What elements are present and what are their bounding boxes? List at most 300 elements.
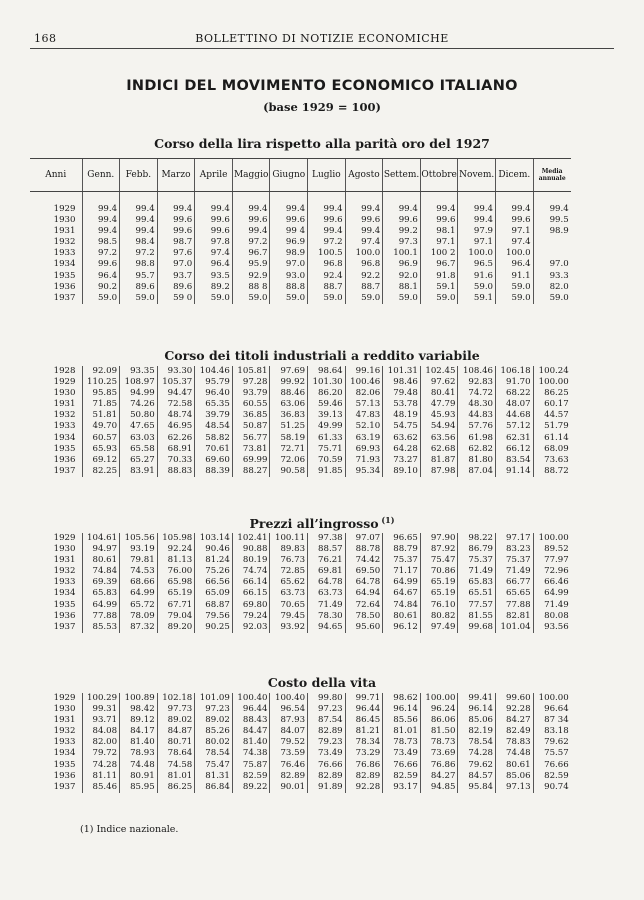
value-cell: 84.57	[458, 771, 496, 782]
value-cell: 96.40	[195, 388, 233, 399]
header-row	[30, 159, 571, 192]
value-cell: 80.91	[120, 771, 158, 782]
value-cell: 78.64	[157, 748, 195, 759]
value-cell: 63.73	[308, 588, 346, 599]
year-cell: 1933	[53, 421, 76, 432]
value-cell: 95.85	[82, 388, 120, 399]
spacer-cell	[308, 192, 346, 205]
value-cell: 81.13	[157, 555, 195, 566]
table-row	[30, 366, 571, 377]
value-cell: 59.0	[120, 293, 158, 304]
value-cell: 82.19	[458, 726, 496, 737]
value-cell: 78.73	[420, 737, 458, 748]
value-cell: 51.25	[270, 421, 308, 432]
value-cell: 75.47	[195, 760, 233, 771]
value-cell: 81.01	[157, 771, 195, 782]
value-cell: 80.82	[420, 611, 458, 622]
value-cell: 39.79	[195, 410, 233, 421]
value-cell: 96.54	[270, 704, 308, 715]
spacer-cell	[458, 192, 496, 205]
value-cell: 97.38	[308, 533, 346, 544]
value-cell: 68.22	[496, 388, 534, 399]
value-cell: 59.0	[270, 293, 308, 304]
year-cell: 1937	[53, 465, 76, 476]
year-cell: 1934	[53, 259, 76, 270]
value-cell: 81.01	[383, 726, 421, 737]
value-cell: 88.78	[345, 544, 383, 555]
value-cell: 82.89	[345, 771, 383, 782]
value-cell: 74.84	[82, 566, 120, 577]
value-cell: 94.97	[82, 544, 120, 555]
value-cell: 72.96	[533, 566, 571, 577]
table-row	[30, 433, 571, 444]
value-cell: 69.60	[195, 455, 233, 466]
value-cell: 100.00	[533, 377, 571, 388]
table-row	[30, 771, 571, 782]
value-cell: 92.03	[232, 622, 270, 633]
value-cell: 100.11	[270, 533, 308, 544]
value-cell: 97.1	[496, 226, 534, 237]
value-cell: 83.54	[496, 455, 534, 466]
value-cell: 48.19	[383, 410, 421, 421]
value-cell: 100.0	[345, 248, 383, 259]
value-cell: 96.65	[383, 533, 421, 544]
value-cell: 59.0	[232, 293, 270, 304]
value-cell: 48.74	[157, 410, 195, 421]
value-cell: 64.67	[383, 588, 421, 599]
value-cell: 72.58	[157, 399, 195, 410]
value-cell: 81.31	[195, 771, 233, 782]
value-cell: 64.99	[383, 577, 421, 588]
value-cell: 65.19	[157, 588, 195, 599]
value-cell: 95.9	[232, 259, 270, 270]
column-header: Maggio	[232, 159, 270, 192]
value-cell: 76.73	[270, 555, 308, 566]
value-cell: 56.77	[232, 433, 270, 444]
value-cell: 92.83	[458, 377, 496, 388]
value-cell: 88 8	[232, 282, 270, 293]
value-cell: 98.42	[120, 704, 158, 715]
value-cell: 100.00	[533, 693, 571, 704]
page-number: 168	[34, 32, 57, 45]
value-cell: 105.98	[157, 533, 195, 544]
value-cell: 80.61	[82, 555, 120, 566]
value-cell: 100.46	[345, 377, 383, 388]
year-cell: 1929	[53, 204, 76, 214]
value-cell: 80.19	[232, 555, 270, 566]
value-cell: 80.71	[157, 737, 195, 748]
value-cell: 82.0	[533, 282, 571, 293]
value-cell: 90.74	[533, 782, 571, 793]
value-cell: 66.77	[496, 577, 534, 588]
value-cell: 73.49	[383, 748, 421, 759]
value-cell: 81.80	[458, 455, 496, 466]
value-cell: 78.54	[195, 748, 233, 759]
value-cell: 87.93	[270, 715, 308, 726]
value-cell: 60.57	[82, 433, 120, 444]
spacer-cell	[345, 192, 383, 205]
value-cell: 81.40	[120, 737, 158, 748]
value-cell: 98.9	[533, 226, 571, 237]
value-cell: 74.48	[120, 760, 158, 771]
value-cell: 97.6	[157, 248, 195, 259]
value-cell: 48.07	[496, 399, 534, 410]
value-cell: 96.7	[232, 248, 270, 259]
value-cell: 76.21	[308, 555, 346, 566]
value-cell: 97.13	[496, 782, 534, 793]
value-cell: 92.28	[496, 704, 534, 715]
table-row	[30, 726, 571, 737]
value-cell: 78.73	[383, 737, 421, 748]
value-cell: 88.79	[383, 544, 421, 555]
value-cell: 72.85	[270, 566, 308, 577]
value-cell: 99.4	[308, 226, 346, 237]
value-cell: 65.27	[120, 455, 158, 466]
value-cell: 102.18	[157, 693, 195, 704]
value-cell: 99.4	[195, 204, 233, 215]
value-cell: 110.25	[82, 377, 120, 388]
value-cell: 99.6	[496, 215, 534, 226]
value-cell: 88.57	[308, 544, 346, 555]
section-title-text: Prezzi all’ingrosso	[249, 516, 379, 532]
value-cell: 71.85	[82, 399, 120, 410]
year-cell: 1934	[53, 432, 76, 443]
value-cell: 52.10	[345, 421, 383, 432]
value-cell: 88.27	[232, 466, 270, 477]
value-cell: 62.26	[157, 433, 195, 444]
value-cell: 79.04	[157, 611, 195, 622]
value-cell: 74.58	[157, 760, 195, 771]
value-cell: 59.0	[420, 293, 458, 304]
value-cell: 96.8	[345, 259, 383, 270]
value-cell: 36.83	[270, 410, 308, 421]
value-cell: 60.17	[533, 399, 571, 410]
value-cell: 99.6	[157, 226, 195, 237]
value-cell: 99.80	[308, 693, 346, 704]
value-cell: 93.5	[195, 271, 233, 282]
value-cell: 100.00	[533, 533, 571, 544]
value-cell: 99.4	[120, 215, 158, 226]
value-cell	[533, 248, 571, 259]
value-cell: 64.28	[383, 444, 421, 455]
table-row	[30, 388, 571, 399]
value-cell: 70.59	[308, 455, 346, 466]
value-cell: 82.81	[496, 611, 534, 622]
value-cell: 99.4	[120, 226, 158, 237]
value-cell: 91.85	[308, 466, 346, 477]
value-cell: 79.52	[270, 737, 308, 748]
data-table	[30, 693, 571, 793]
spacer-cell	[120, 192, 158, 205]
value-cell: 88.1	[383, 282, 421, 293]
value-cell: 65.93	[82, 444, 120, 455]
value-cell: 66.14	[232, 577, 270, 588]
value-cell: 96.4	[82, 271, 120, 282]
value-cell: 84.27	[496, 715, 534, 726]
value-cell: 76.66	[383, 760, 421, 771]
year-cell: 1928	[53, 366, 76, 376]
value-cell: 96.44	[232, 704, 270, 715]
value-cell: 75.71	[308, 444, 346, 455]
value-cell: 99.4	[270, 204, 308, 215]
value-cell: 89.22	[232, 782, 270, 793]
value-cell: 71.17	[383, 566, 421, 577]
value-cell: 79.81	[120, 555, 158, 566]
value-cell: 90.46	[195, 544, 233, 555]
value-cell: 100.0	[496, 248, 534, 259]
value-cell: 99.4	[458, 204, 496, 215]
value-cell: 106.18	[496, 366, 534, 377]
value-cell: 46.95	[157, 421, 195, 432]
spacer-cell	[533, 192, 571, 205]
value-cell: 85.06	[458, 715, 496, 726]
value-cell: 101.04	[496, 622, 534, 633]
table-row	[30, 782, 571, 793]
value-cell: 59.1	[458, 293, 496, 304]
value-cell: 86.20	[308, 388, 346, 399]
value-cell: 59.0	[345, 293, 383, 304]
spacer-cell	[270, 192, 308, 205]
value-cell: 73.49	[308, 748, 346, 759]
table-row	[30, 737, 571, 748]
value-cell: 74.28	[458, 748, 496, 759]
value-cell: 98.46	[383, 377, 421, 388]
year-cell: 1935	[53, 443, 76, 454]
value-cell: 95.84	[458, 782, 496, 793]
value-cell: 99.31	[82, 704, 120, 715]
value-cell: 79.23	[308, 737, 346, 748]
value-cell: 57.76	[458, 421, 496, 432]
value-cell: 44.57	[533, 410, 571, 421]
value-cell: 93.92	[270, 622, 308, 633]
value-cell: 79.72	[82, 748, 120, 759]
value-cell: 93.17	[383, 782, 421, 793]
value-cell: 79.56	[195, 611, 233, 622]
value-cell: 59.1	[420, 282, 458, 293]
value-cell: 78.34	[345, 737, 383, 748]
value-cell: 99.6	[308, 215, 346, 226]
value-cell: 76.66	[533, 760, 571, 771]
value-cell: 99.6	[420, 215, 458, 226]
value-cell: 84.27	[420, 771, 458, 782]
value-cell: 96.7	[420, 259, 458, 270]
value-cell: 82.59	[232, 771, 270, 782]
value-cell: 97.2	[82, 248, 120, 259]
value-cell: 64.99	[120, 588, 158, 599]
value-cell: 96.24	[420, 704, 458, 715]
value-cell: 99.4	[82, 226, 120, 237]
value-cell: 47.83	[345, 410, 383, 421]
value-cell: 99.4	[345, 204, 383, 215]
value-cell: 90.88	[232, 544, 270, 555]
value-cell: 69.99	[232, 455, 270, 466]
value-cell: 89.83	[270, 544, 308, 555]
value-cell: 77.97	[533, 555, 571, 566]
value-cell: 88.39	[195, 466, 233, 477]
value-cell: 99.4	[82, 204, 120, 215]
value-cell: 65.09	[195, 588, 233, 599]
year-cell: 1933	[53, 737, 76, 748]
value-cell: 89.10	[383, 466, 421, 477]
value-cell: 86.06	[420, 715, 458, 726]
value-cell: 85.56	[383, 715, 421, 726]
value-cell: 45.93	[420, 410, 458, 421]
table-row	[30, 533, 571, 544]
value-cell: 99.4	[458, 215, 496, 226]
value-cell: 84.87	[157, 726, 195, 737]
year-cell: 1931	[53, 555, 76, 566]
table-row	[30, 226, 571, 237]
table-row	[30, 704, 571, 715]
value-cell: 97.2	[308, 237, 346, 248]
value-cell: 89.6	[120, 282, 158, 293]
value-cell: 96.14	[383, 704, 421, 715]
value-cell: 99.41	[458, 693, 496, 704]
value-cell: 78.09	[120, 611, 158, 622]
value-cell: 80.08	[533, 611, 571, 622]
value-cell: 94.85	[420, 782, 458, 793]
value-cell: 86.79	[458, 544, 496, 555]
value-cell: 100.29	[82, 693, 120, 704]
value-cell: 98.64	[308, 366, 346, 377]
value-cell: 93.19	[120, 544, 158, 555]
value-cell: 59.0	[195, 293, 233, 304]
value-cell: 59.0	[533, 293, 571, 304]
value-cell: 104.61	[82, 533, 120, 544]
value-cell: 98.4	[120, 237, 158, 248]
value-cell: 82.89	[270, 771, 308, 782]
value-cell: 69.93	[345, 444, 383, 455]
value-cell: 83.18	[533, 726, 571, 737]
value-cell: 63.03	[120, 433, 158, 444]
value-cell: 78.93	[120, 748, 158, 759]
value-cell: 96.44	[345, 704, 383, 715]
year-cell: 1932	[53, 726, 76, 737]
value-cell: 71.49	[533, 600, 571, 611]
media-label: annuale	[538, 175, 566, 182]
year-cell: 1932	[53, 410, 76, 421]
value-cell: 65.98	[157, 577, 195, 588]
value-cell: 86.84	[195, 782, 233, 793]
page-subtitle: (base 1929 = 100)	[263, 100, 381, 114]
value-cell: 77.57	[458, 600, 496, 611]
value-cell: 72.06	[270, 455, 308, 466]
column-header: Febb.	[120, 159, 158, 192]
value-cell: 57.12	[496, 421, 534, 432]
value-cell: 74.26	[120, 399, 158, 410]
spacer-cell	[496, 192, 534, 205]
section-title	[0, 136, 644, 151]
value-cell: 51.79	[533, 421, 571, 432]
value-cell: 103.14	[195, 533, 233, 544]
table-row	[30, 237, 571, 248]
value-cell: 85.53	[82, 622, 120, 633]
value-cell: 93.56	[533, 622, 571, 633]
value-cell: 74.48	[496, 748, 534, 759]
value-cell: 91.89	[308, 782, 346, 793]
value-cell: 92.24	[157, 544, 195, 555]
column-header-media	[533, 159, 571, 192]
value-cell: 59.0	[383, 293, 421, 304]
value-cell: 63.56	[420, 433, 458, 444]
value-cell: 97.4	[345, 237, 383, 248]
value-cell: 97.1	[420, 237, 458, 248]
year-cell: 1929	[53, 533, 76, 543]
value-cell: 97.62	[420, 377, 458, 388]
year-cell: 1933	[53, 577, 76, 588]
value-cell: 99.4	[120, 204, 158, 215]
value-cell: 82.00	[82, 737, 120, 748]
table-row	[30, 555, 571, 566]
value-cell: 74.84	[383, 600, 421, 611]
value-cell: 50.80	[120, 410, 158, 421]
value-cell: 75.47	[420, 555, 458, 566]
table-row	[30, 248, 571, 259]
value-cell: 58.19	[270, 433, 308, 444]
value-cell: 91.14	[496, 466, 534, 477]
value-cell: 105.56	[120, 533, 158, 544]
value-cell: 88.46	[270, 388, 308, 399]
value-cell: 97.1	[458, 237, 496, 248]
value-cell: 64.94	[345, 588, 383, 599]
column-header: Novem.	[458, 159, 496, 192]
value-cell: 82.89	[308, 771, 346, 782]
value-cell: 99.71	[345, 693, 383, 704]
value-cell: 77.88	[82, 611, 120, 622]
running-title: BOLLETTINO DI NOTIZIE ECONOMICHE	[195, 32, 449, 45]
value-cell: 88.72	[533, 466, 571, 477]
value-cell: 81.50	[420, 726, 458, 737]
value-cell: 96.14	[458, 704, 496, 715]
table-row	[30, 611, 571, 622]
value-cell: 64.99	[82, 600, 120, 611]
value-cell: 79.45	[270, 611, 308, 622]
value-cell: 95.79	[195, 377, 233, 388]
section-title	[0, 675, 644, 690]
value-cell: 91.70	[496, 377, 534, 388]
value-cell: 99.6	[383, 215, 421, 226]
value-cell: 68.87	[195, 600, 233, 611]
value-cell: 82.59	[383, 771, 421, 782]
table-row	[30, 748, 571, 759]
value-cell: 57.13	[345, 399, 383, 410]
value-cell: 99.5	[533, 215, 571, 226]
value-cell: 98.62	[383, 693, 421, 704]
value-cell: 62.82	[458, 444, 496, 455]
value-cell: 73.81	[232, 444, 270, 455]
year-cell: 1937	[53, 781, 76, 792]
spacer-cell	[420, 192, 458, 205]
value-cell: 88.7	[308, 282, 346, 293]
value-cell: 92.2	[345, 271, 383, 282]
value-cell: 89.6	[157, 282, 195, 293]
section-title-text: Corso della lira rispetto alla parità oro del 1927	[154, 136, 490, 151]
value-cell: 70.61	[195, 444, 233, 455]
footnote-mark: (1)	[378, 515, 395, 525]
value-cell: 82.59	[533, 771, 571, 782]
value-cell: 73.27	[383, 455, 421, 466]
spacer-cell	[232, 192, 270, 205]
value-cell: 47.79	[420, 399, 458, 410]
value-cell: 82.49	[496, 726, 534, 737]
value-cell: 76.86	[420, 760, 458, 771]
column-header: Anni	[30, 159, 82, 192]
value-cell: 97.90	[420, 533, 458, 544]
value-cell: 96.12	[383, 622, 421, 633]
value-cell: 82.89	[308, 726, 346, 737]
value-cell: 85.26	[195, 726, 233, 737]
value-cell: 76.10	[420, 600, 458, 611]
